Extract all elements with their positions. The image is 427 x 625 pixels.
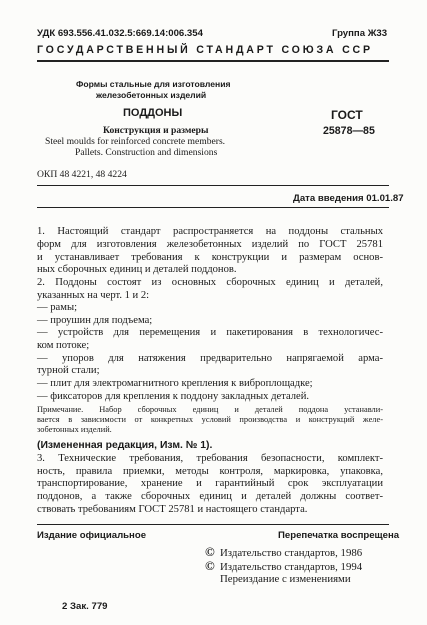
main-title: ПОДДОНЫ — [123, 107, 183, 119]
paragraph-2-line: 2. Поддоны состоят из основных сборочных единиц и деталей, — [37, 277, 383, 288]
subtitle-line-2: железобетонных изделий — [96, 90, 207, 100]
list-item: — рамы; — [37, 302, 78, 313]
copyright-text: Издательство стандартов, 1986 — [220, 547, 363, 559]
reprint-prohibited: Перепечатка воспрещена — [278, 530, 400, 541]
list-item: — упоров для натяжения предварительно напрягаемой арма- — [37, 353, 383, 364]
paragraph-1-line: форм для изготовления железобетонных изделий по ГОСТ 25781 — [37, 239, 383, 250]
list-item: ком потоке; — [37, 340, 90, 351]
note-line: Примечание. Набор сборочных единиц и деталей поддона устанавли- — [37, 405, 383, 414]
reissue-note: Переиздание с изменениями — [220, 573, 351, 585]
paragraph-1-line: ных сборочных единиц и деталей поддонов. — [37, 264, 237, 275]
copyright-icon: © — [205, 544, 215, 559]
gost-label: ГОСТ — [331, 108, 363, 122]
paragraph-3-line: поддонов, а также сборочных единиц и деталей должны соответ- — [37, 491, 383, 502]
udk-code: УДК 693.556.41.032.5:669.14:006.354 — [37, 28, 203, 39]
standard-title: ГОСУДАРСТВЕННЫЙ СТАНДАРТ СОЮЗА ССР — [37, 44, 373, 56]
paragraph-3-line: 3. Технические требования, требования безопасности, комплект- — [37, 453, 383, 464]
subtitle-line-1: Формы стальные для изготовления — [76, 79, 231, 89]
header-rule — [37, 60, 389, 62]
paragraph-3-line: транспортирование, хранение и гарантийный срок эксплуатации — [37, 478, 383, 489]
copyright-icon: © — [205, 558, 215, 573]
list-item: — плит для электромагнитного крепления к виброплощадке; — [37, 378, 313, 389]
english-title-2: Pallets. Construction and dimensions — [75, 147, 218, 158]
note-line: зобетонных изделий. — [37, 425, 112, 434]
paragraph-3-line: ность, правила приемки, методы контроля, маркировка, упаковка, — [37, 466, 383, 477]
paragraph-1-line: 1. Настоящий стандарт распространяется на поддоны стальных — [37, 226, 383, 237]
title-rule — [37, 185, 389, 186]
copyright-text: Издательство стандартов, 1994 — [220, 561, 363, 573]
order-number: 2 Зак. 779 — [62, 601, 108, 612]
list-item: — фиксаторов для крепления к поддону закладных деталей. — [37, 391, 310, 402]
group-code: Группа Ж33 — [332, 28, 388, 39]
amendment-note: (Измененная редакция, Изм. № 1). — [37, 440, 213, 451]
list-item: — устройств для перемещения и пакетирования в технологичес- — [37, 327, 383, 338]
gost-number: 25878—85 — [323, 125, 375, 137]
section-title: Конструкция и размеры — [103, 125, 209, 136]
list-item: турной стали; — [37, 365, 100, 376]
date-rule — [37, 207, 389, 208]
paragraph-2-line: указанных на черт. 1 и 2: — [37, 290, 150, 301]
note-line: вается в зависимости от конкретных условий производства и конструкций желе- — [37, 415, 383, 424]
footer-rule — [37, 524, 389, 525]
paragraph-3-line: ствовать требованиям ГОСТ 25781 и настоящего стандарта. — [37, 504, 308, 515]
english-title-1: Steel moulds for reinforced concrete members. — [45, 136, 226, 147]
paragraph-1-line: и устанавливает требования к конструкции и размерам основ- — [37, 252, 383, 263]
okp-code: ОКП 48 4221, 48 4224 — [37, 169, 127, 180]
official-edition: Издание официальное — [37, 530, 147, 541]
intro-date: Дата введения 01.01.87 — [293, 193, 404, 204]
list-item: — проушин для подъема; — [37, 315, 153, 326]
